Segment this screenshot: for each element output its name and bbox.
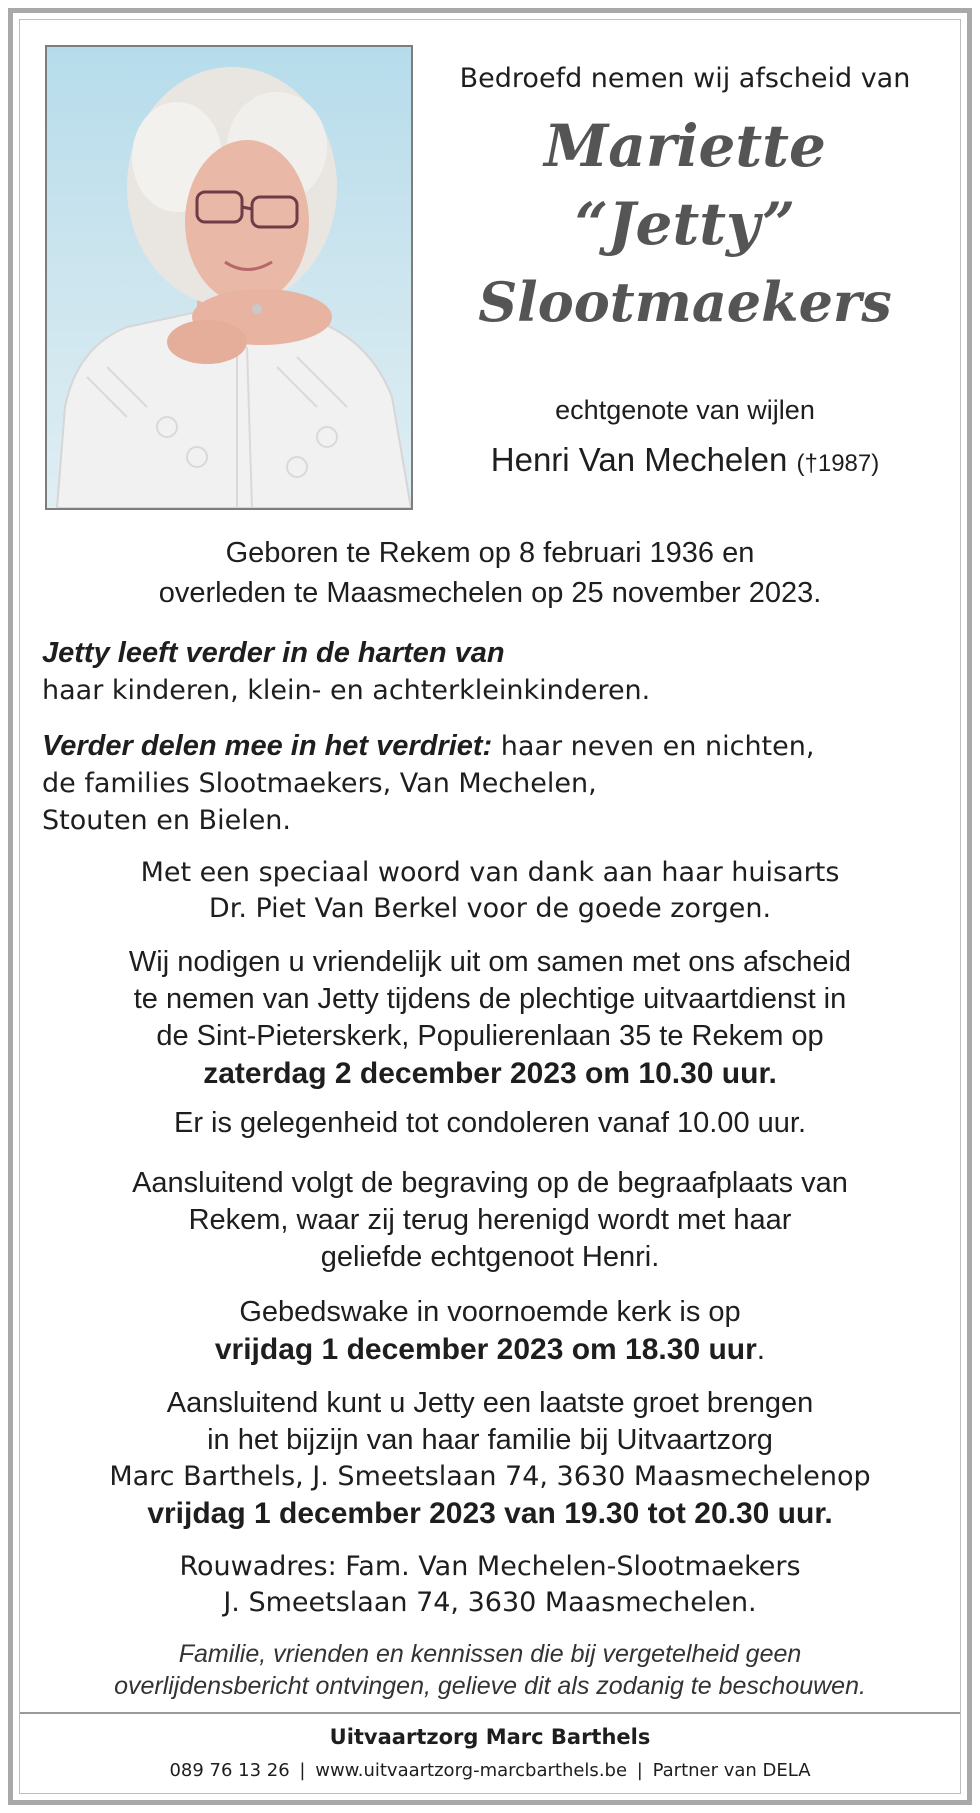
deceased-nickname: “Jetty” [574, 190, 796, 258]
invite-line-3: de Sint-Pieterskerk, Populierenlaan 35 te Rekem op [156, 1020, 824, 1052]
footer-contact [40, 1760, 940, 1781]
share-line-1-rest: haar neven en nichten, [492, 731, 815, 762]
hearts-heading: Jetty leeft verder in de harten van [42, 637, 505, 669]
vigil-date: vrijdag 1 december 2023 om 18.30 uur [214, 1333, 757, 1366]
farewell-line-1: Aansluitend kunt u Jetty een laatste groet brengen [166, 1387, 814, 1419]
burial-line-3: geliefde echtgenoot Henri. [320, 1241, 660, 1273]
funeral-date: zaterdag 2 december 2023 om 10.30 uur. [203, 1057, 777, 1090]
note-line-2: overlijdensbericht ontvingen, gelieve dit als zodanig te beschouwen. [114, 1672, 866, 1700]
burial-line-1: Aansluitend volgt de begraving op de begraafplaats van [132, 1167, 848, 1199]
footer-divider [20, 1712, 960, 1714]
funeral-home-name: Uitvaartzorg Marc Barthels [329, 1725, 651, 1749]
share-line-1 [42, 730, 814, 763]
spouse-death-year: (†1987) [796, 450, 880, 477]
death-line: overleden te Maasmechelen op 25 november 2023. [158, 577, 822, 609]
share-line-3: Stouten en Bielen. [42, 805, 291, 836]
condolence-text: Er is gelegenheid tot condoleren vanaf 10.00 uur. [173, 1107, 806, 1139]
invite-line-1: Wij nodigen u vriendelijk uit om samen met ons afscheid [128, 946, 852, 978]
spouse-line: echtgenote van wijlen [555, 395, 815, 425]
farewell-line-2: in het bijzijn van haar familie bij Uitvaartzorg [207, 1424, 773, 1456]
website-link[interactable]: www.uitvaartzorg-marcbarthels.be [315, 1760, 628, 1781]
spouse-name: Henri Van Mechelen [490, 441, 788, 478]
farewell-date: vrijdag 1 december 2023 van 19.30 tot 20.30 uur. [147, 1497, 833, 1530]
vigil-date-line [40, 1333, 940, 1367]
hearts-text: haar kinderen, klein- en achterkleinkinderen. [42, 675, 651, 706]
vigil-dot: . [756, 1333, 766, 1366]
intro-text: Bedroefd nemen wij afscheid van [459, 63, 911, 94]
footer-separator: | [299, 1760, 306, 1781]
share-heading: Verder delen mee in het verdriet: [42, 730, 493, 762]
phone-number: 089 76 13 26 [169, 1760, 290, 1781]
burial-line-2: Rekem, waar zij terug herenigd wordt met haar [188, 1204, 792, 1236]
thanks-line-1: Met een speciaal woord van dank aan haar huisarts [140, 857, 840, 888]
deceased-last-name: Slootmaekers [478, 270, 892, 334]
footer-separator: | [636, 1760, 643, 1781]
share-line-2: de families Slootmaekers, Van Mechelen, [42, 768, 597, 799]
thanks-line-2: Dr. Piet Van Berkel voor de goede zorgen. [208, 893, 772, 924]
birth-line: Geboren te Rekem op 8 februari 1936 en [225, 537, 755, 569]
farewell-line-3: Marc Barthels, J. Smeetslaan 74, 3630 Maasmechelenop [109, 1461, 871, 1492]
note-line-1: Familie, vrienden en kennissen die bij vergetelheid geen [178, 1640, 802, 1668]
spouse-name-line [450, 441, 920, 479]
deceased-first-name: Mariette [544, 112, 826, 180]
address-line-1: Rouwadres: Fam. Van Mechelen-Slootmaekers [179, 1551, 801, 1582]
address-line-2: J. Smeetslaan 74, 3630 Maasmechelen. [223, 1587, 757, 1618]
portrait-photo [45, 45, 413, 510]
vigil-line-1: Gebedswake in voornoemde kerk is op [239, 1296, 741, 1328]
portrait-illustration [47, 47, 411, 508]
invite-line-2: te nemen van Jetty tijdens de plechtige uitvaartdienst in [133, 983, 847, 1015]
partner-text: Partner van DELA [652, 1760, 811, 1781]
